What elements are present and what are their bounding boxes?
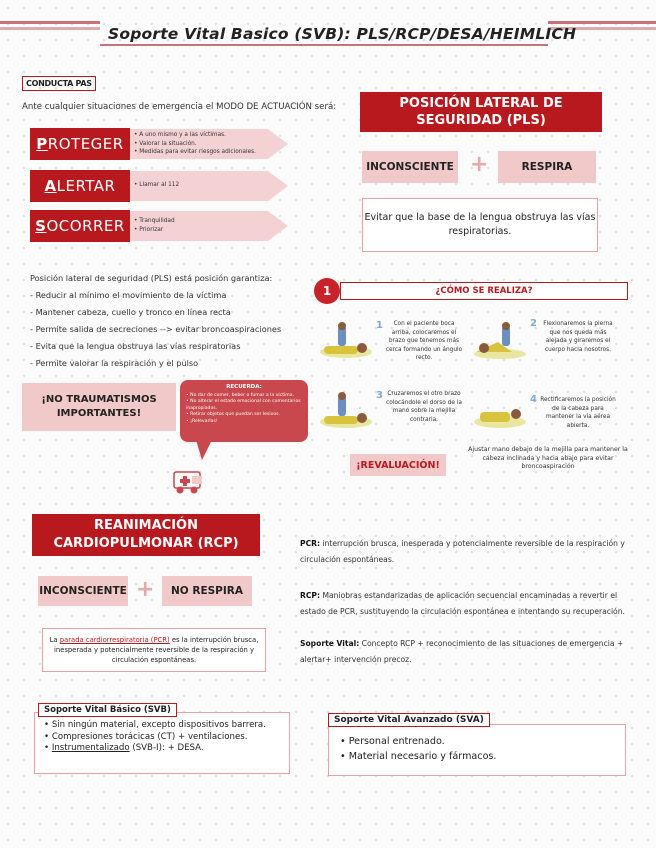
title-bar bbox=[0, 18, 656, 58]
no-trauma-line1: ¡NO TRAUMATISMOS bbox=[41, 394, 157, 405]
step-num: 2 bbox=[530, 318, 537, 329]
list-item: • Retirar objetos que puedan ser lesivos. bbox=[186, 412, 281, 417]
rcp-definition: RCP: Maniobras estandarizadas de aplicación secuencial encaminadas a revertir el estado de PCR, sustituyendo la circulación espontánea e intentando su recuperación. bbox=[300, 591, 625, 616]
title-rule-left bbox=[0, 21, 100, 24]
svb-list bbox=[44, 720, 280, 755]
pls-cond-inconsciente: INCONSCIENTE bbox=[362, 151, 458, 183]
list-item: • Tranquilidad bbox=[134, 217, 175, 226]
pcr-link: parada cardiorrespiratoria (PCR) bbox=[59, 636, 170, 644]
list-item: • Personal entrenado. bbox=[340, 734, 610, 749]
rcp-title-line1: REANIMACIÓN bbox=[94, 518, 198, 533]
rcp-title bbox=[32, 514, 260, 556]
pcr-definition: PCR: interrupción brusca, inesperada y potencialmente reversible de la respiración y circulación espontáneas. bbox=[300, 539, 625, 564]
step-num: 4 bbox=[530, 394, 537, 405]
pas-box-socorrer: S OCORRER bbox=[30, 210, 130, 242]
step-text: Con el paciente boca arriba, colocaremos el brazo que tenemos más cerca formando un ángulo recto. bbox=[385, 321, 463, 361]
pls-title-line2: SEGURIDAD (PLS) bbox=[416, 113, 546, 128]
como-note: Ajustar mano debajo de la mejilla para mantener la cabeza inclinada y hacia abajo para evitar broncoaspiración bbox=[468, 446, 628, 470]
pas-row-proteger bbox=[30, 128, 288, 160]
pls-cond-respira: RESPIRA bbox=[498, 151, 596, 183]
pas-box-proteger: P ROTEGER bbox=[30, 128, 130, 160]
plus-icon: + bbox=[470, 152, 489, 177]
list-item: - Permite salida de secreciones --> evitar broncoaspiraciones bbox=[30, 321, 281, 338]
step-text: Flexionaremos la pierna que nos queda más alejada y giraremos el cuerpo hacia nosotros. bbox=[543, 321, 613, 353]
list-item: - Reducir al mínimo el movimiento de la víctima bbox=[30, 287, 281, 304]
list-item: • Material necesario y fármacos. bbox=[340, 749, 610, 764]
step-text: Cruzaremos el otro brazo colocándole el dorso de la mano sobre la mejilla contraria. bbox=[386, 391, 462, 423]
rcp-title-line2: CARDIOPULMONAR (RCP) bbox=[53, 536, 239, 551]
bubble-tail bbox=[196, 440, 212, 460]
pls-step2-illustration bbox=[472, 322, 528, 360]
list-item: • Compresiones torácicas (CT) + ventilaciones. bbox=[44, 732, 280, 744]
ambulance-icon bbox=[170, 462, 210, 498]
pas-box-alertar: A LERTAR bbox=[30, 170, 130, 202]
revaluacion-badge: ¡REVALUACIÓN! bbox=[350, 454, 446, 476]
sva-label: Soporte Vital Avanzado (SVA) bbox=[328, 713, 490, 727]
pls-title bbox=[360, 92, 602, 132]
list-item: - Evita que la lengua obstruya las vías respiratorias bbox=[30, 338, 281, 355]
pas-row-alertar bbox=[30, 170, 288, 202]
no-trauma-box bbox=[22, 383, 176, 431]
pls-step4-illustration bbox=[472, 392, 528, 430]
rcp-cond-inconsciente: INCONSCIENTE bbox=[38, 576, 128, 606]
svb-label: Soporte Vital Básico (SVB) bbox=[38, 703, 177, 717]
step-num: 3 bbox=[376, 390, 383, 401]
no-trauma-line2: IMPORTANTES! bbox=[56, 408, 142, 419]
como-title: ¿CÓMO SE REALIZA? bbox=[340, 282, 628, 300]
list-item: • Valorar la situación. bbox=[134, 140, 256, 149]
pls-step1-illustration bbox=[318, 322, 374, 360]
list-item: • A uno mismo y a las víctimas. bbox=[134, 131, 256, 140]
pls-list bbox=[30, 287, 281, 372]
list-item: - Mantener cabeza, cuello y tronco en línea recta bbox=[30, 304, 281, 321]
list-item: • ¡Relevarlas! bbox=[186, 418, 218, 424]
pls-step3-illustration bbox=[318, 392, 374, 430]
pls-description: Evitar que la base de la lengua obstruya las vías respiratorias. bbox=[362, 198, 598, 252]
rcp-description: La parada cardiorrespiratoria (PCR) es la interrupción brusca, inesperada y potencialmente reversible de la respiración y circulación espontáneas. bbox=[42, 628, 266, 672]
soporte-vital-definition: Soporte Vital: Concepto RCP + reconocimiento de las situaciones de emergencia + alertar+ intervención precoz. bbox=[300, 639, 624, 664]
list-item: • Llamar al 112 bbox=[134, 181, 179, 190]
title-rule-right bbox=[548, 21, 656, 24]
pls-title-line1: POSICIÓN LATERAL DE bbox=[399, 96, 563, 111]
pas-row-socorrer bbox=[30, 210, 288, 242]
conducta-tag: CONDUCTA PAS bbox=[22, 76, 96, 91]
pas-items bbox=[134, 131, 256, 157]
list-item: - Permite valorar la respiración y el pulso bbox=[30, 355, 281, 372]
page-title: Soporte Vital Basico (SVB): PLS/RCP/DESA/HEIMLICH bbox=[108, 25, 577, 43]
recuerda-bubble bbox=[180, 380, 308, 442]
intro-text: Ante cualquier situaciones de emergencia el MODO DE ACTUACIÓN será: bbox=[22, 102, 337, 112]
recuerda-title: RECUERDA: bbox=[226, 384, 262, 390]
pas-items bbox=[134, 181, 179, 190]
pls-list-intro: Posición lateral de seguridad (PLS) está posición garantiza: bbox=[30, 273, 273, 283]
sva-list bbox=[340, 734, 610, 764]
step-num: 1 bbox=[376, 320, 383, 331]
list-item: • Instrumentalizado (SVB-I): + DESA. bbox=[44, 743, 280, 755]
rcp-cond-no-respira: NO RESPIRA bbox=[162, 576, 252, 606]
step-text: Rectificaremos la posición de la cabeza para mantener la vía aérea abierta. bbox=[540, 397, 616, 429]
list-item: • Priorizar bbox=[134, 226, 175, 235]
pas-items bbox=[134, 217, 175, 234]
step-number-badge: 1 bbox=[314, 278, 340, 304]
list-item: • No dar de comer, beber o fumar a la víctima. bbox=[186, 392, 295, 398]
list-item: • No alterar el estado emocional con comentarios inapropiados. bbox=[186, 399, 301, 411]
list-item: • Medidas para evitar riesgos adicionales. bbox=[134, 148, 256, 157]
plus-icon: + bbox=[136, 577, 155, 602]
title-underline bbox=[100, 44, 548, 46]
title-rule-left-2 bbox=[0, 27, 100, 30]
list-item: • Sin ningún material, excepto dispositivos barrera. bbox=[44, 720, 280, 732]
